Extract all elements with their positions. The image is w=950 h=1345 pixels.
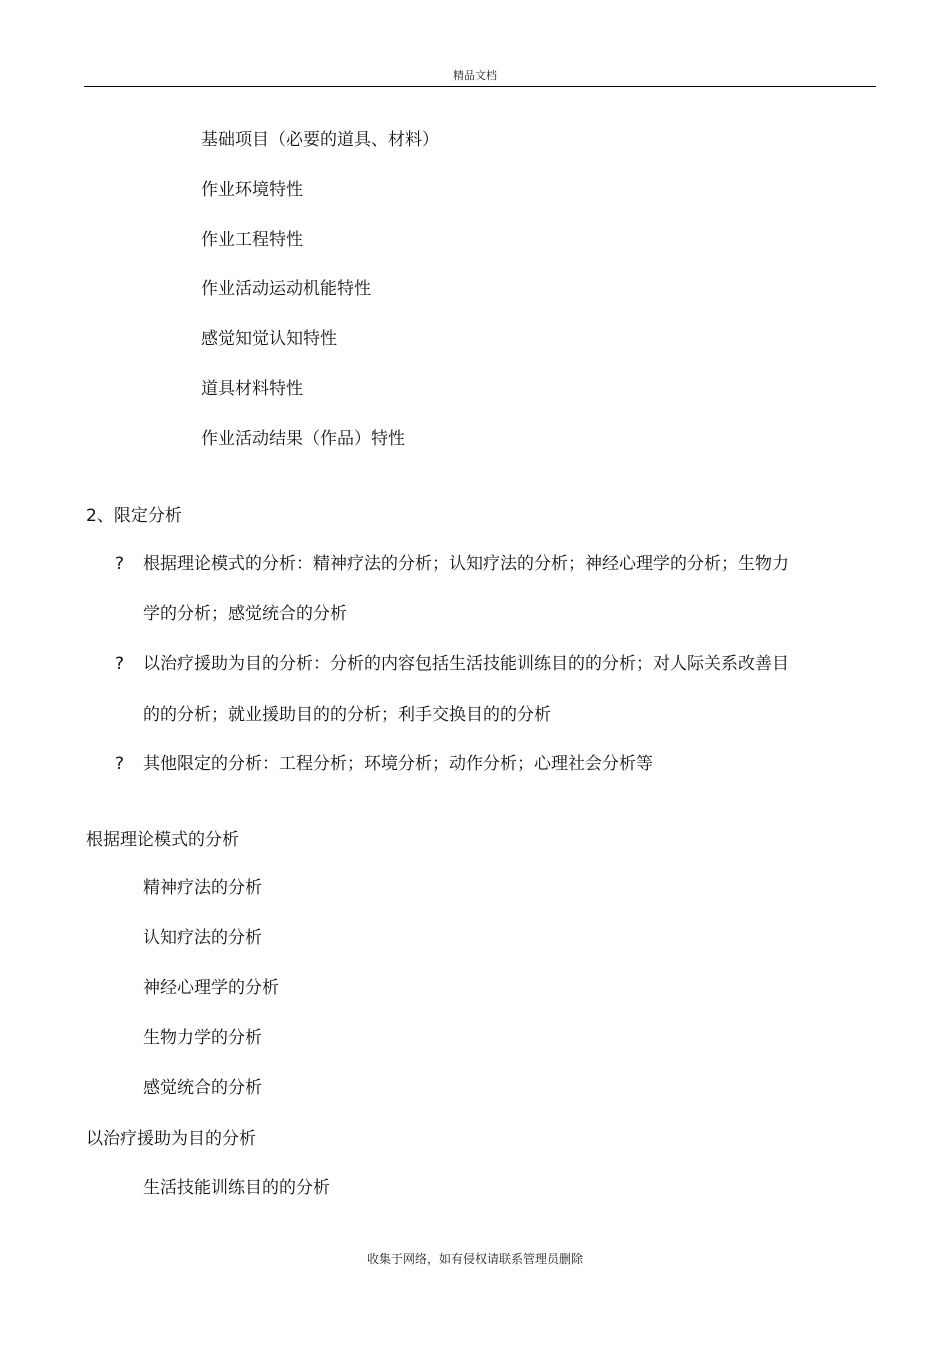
analysis-item: 基础项目（必要的道具、材料） (201, 130, 439, 150)
therapy-heading: 以治疗援助为目的分析 (86, 1129, 256, 1149)
page-header: 精品文档 (453, 69, 497, 82)
therapy-item: 生活技能训练目的的分析 (143, 1178, 330, 1198)
theory-item: 精神疗法的分析 (143, 878, 262, 898)
analysis-item: 作业活动运动机能特性 (201, 279, 371, 299)
analysis-item: 作业活动结果（作品）特性 (201, 429, 405, 449)
theory-item: 神经心理学的分析 (143, 978, 279, 998)
bullet-mark: ? (115, 654, 125, 674)
bullet-text: 以治疗援助为目的分析：分析的内容包括生活技能训练目的的分析；对人际关系改善目 (143, 654, 789, 674)
theory-heading: 根据理论模式的分析 (86, 830, 239, 850)
theory-item: 生物力学的分析 (143, 1028, 262, 1048)
analysis-item: 感觉知觉认知特性 (201, 329, 337, 349)
analysis-item: 作业环境特性 (201, 180, 303, 200)
header-rule (84, 86, 876, 87)
analysis-item: 作业工程特性 (201, 230, 303, 250)
bullet-text: 其他限定的分析：工程分析；环境分析；动作分析；心理社会分析等 (143, 754, 653, 774)
bullet-text-continued: 的的分析；就业援助目的的分析；利手交换目的的分析 (143, 705, 551, 725)
bullet-mark: ? (115, 554, 125, 574)
page-footer: 收集于网络，如有侵权请联系管理员删除 (366, 1252, 583, 1266)
section-heading: 2、限定分析 (86, 506, 182, 526)
bullet-mark: ? (115, 754, 125, 774)
bullet-text-continued: 学的分析；感觉统合的分析 (143, 604, 347, 624)
theory-item: 认知疗法的分析 (143, 928, 262, 948)
bullet-text: 根据理论模式的分析：精神疗法的分析；认知疗法的分析；神经心理学的分析；生物力 (143, 554, 789, 574)
analysis-item: 道具材料特性 (201, 379, 303, 399)
theory-item: 感觉统合的分析 (143, 1078, 262, 1098)
